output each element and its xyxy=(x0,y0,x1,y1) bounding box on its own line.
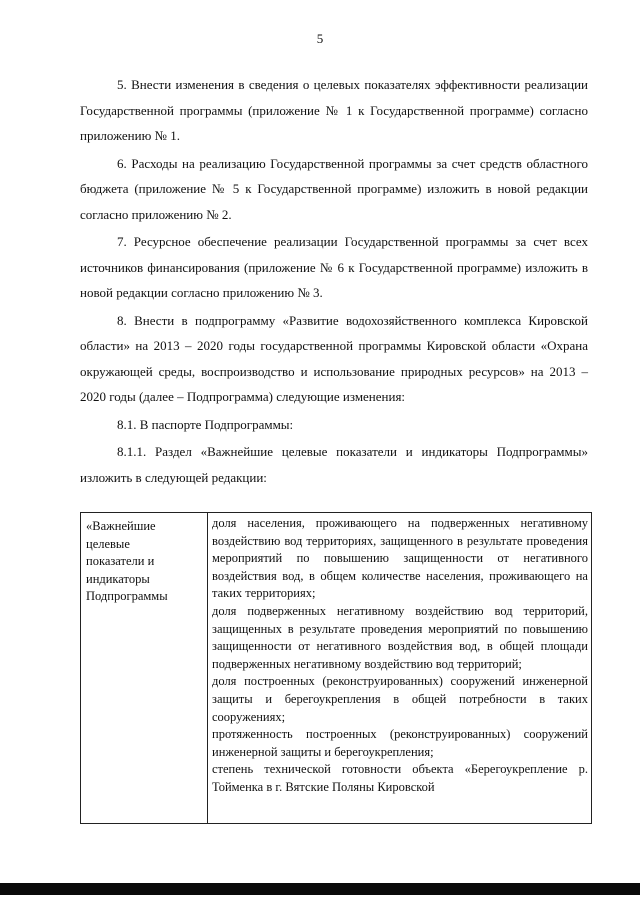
table-label-cell xyxy=(81,513,208,823)
table-label-line: «Важнейшие xyxy=(86,519,156,533)
paragraph-8-1: 8.1. В паспорте Подпрограммы: xyxy=(117,416,294,432)
paragraph-8-1-1: 8.1.1. Раздел «Важнейшие целевые показатели и индикаторы Подпрограммы» изложить в следующей редакции: xyxy=(80,444,588,485)
table-label-line: показатели и xyxy=(86,554,155,569)
paragraph-8: 8. Внести в подпрограмму «Развитие водохозяйственного комплекса Кировской области» на 2013 – 2020 годы государственной программы Кировской области «Охрана окружающей среды, воспроизводство и использование природных ресурсов» на 2013 – 2020 годы (далее – Подпрограмма) следующие изменения: xyxy=(80,312,588,404)
indicator-item: степень технической готовности объекта «Берегоукрепление р. Тойменка в г. Вятские Поляны Кировской xyxy=(212,762,588,794)
table-indicators-cell xyxy=(208,513,591,823)
page-number: 5 xyxy=(316,31,324,46)
indicator-item: доля населения, проживающего на подверженных негативному воздействию вод территориях, защищенного в результате проведения мероприятий по повышению защищенности от негативного воздействия вод, в общем количестве населения, проживающего на таких территориях; xyxy=(212,516,588,601)
table-label-line: Подпрограммы xyxy=(86,589,168,604)
scan-edge-bar xyxy=(0,883,640,895)
paragraph-6: 6. Расходы на реализацию Государственной программы за счет средств областного бюджета (приложение № 5 к Государственной программе) изложить в новой редакции согласно приложению № 2. xyxy=(80,155,588,222)
indicators-table xyxy=(80,512,592,824)
paragraph-7: 7. Ресурсное обеспечение реализации Государственной программы за счет всех источников финансирования (приложение № 6 к Государственной программе) изложить в новой редакции согласно приложению № 3. xyxy=(80,234,588,300)
table-label-line: целевые xyxy=(86,536,130,551)
indicator-item: доля построенных (реконструированных) сооружений инженерной защиты и берегоукрепления в общей потребности в таких сооружениях; xyxy=(212,674,588,724)
paragraph-5: 5. Внести изменения в сведения о целевых показателях эффективности реализации Государственной программы (приложение № 1 к Государственной программе) согласно приложению № 1. xyxy=(80,77,588,143)
indicator-item: доля подверженных негативному воздействию вод территорий, защищенных в результате проведения мероприятий по повышению защищенности от негативного воздействия вод, в общей площади подверженных негативному воздействию вод территорий; xyxy=(212,603,588,671)
document-body xyxy=(80,72,588,490)
table-label-line: индикаторы xyxy=(86,571,150,586)
indicator-item: протяженность построенных (реконструированных) сооружений инженерной защиты и берегоукрепления; xyxy=(212,727,588,759)
